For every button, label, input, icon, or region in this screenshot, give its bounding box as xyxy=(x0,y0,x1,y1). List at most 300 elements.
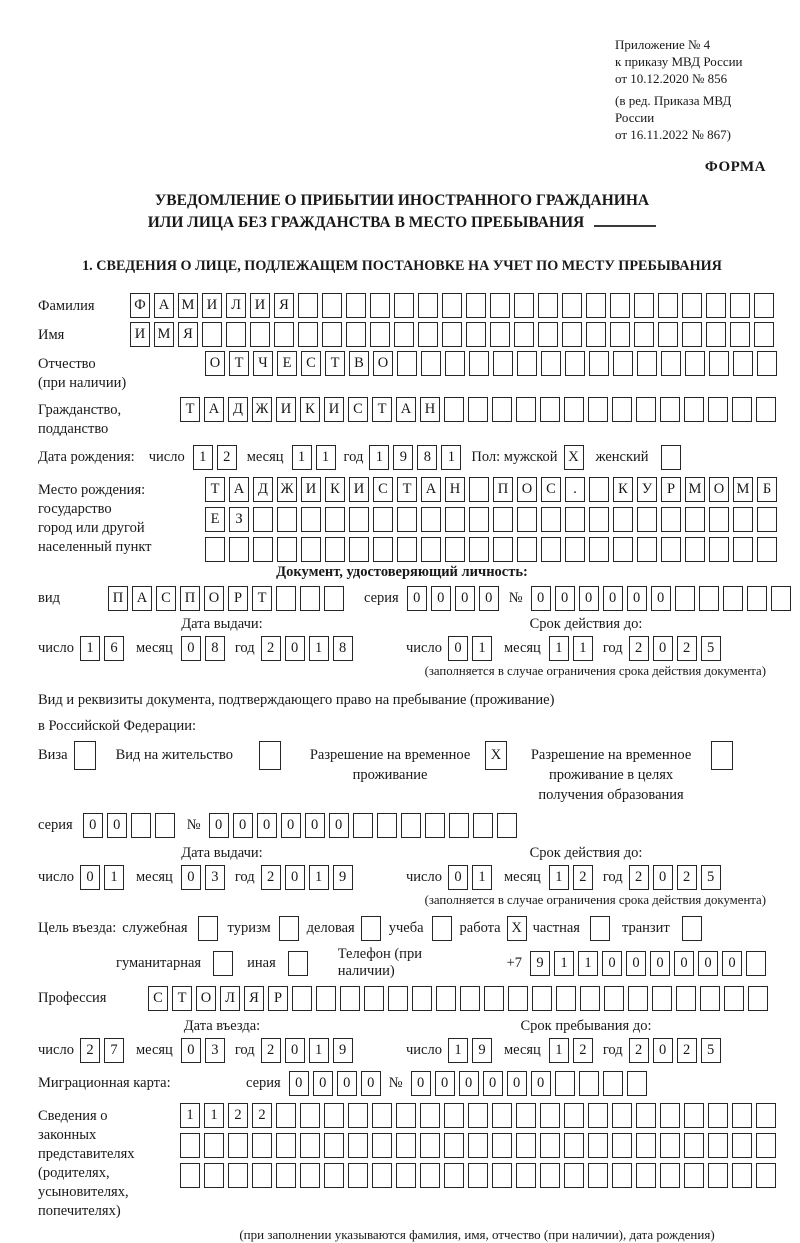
form-cell[interactable]: Ф xyxy=(130,293,150,318)
form-cell[interactable] xyxy=(564,1163,584,1188)
form-cell[interactable] xyxy=(756,397,776,422)
form-cell[interactable] xyxy=(466,293,486,318)
form-cell[interactable] xyxy=(636,1133,656,1158)
form-cell[interactable]: 0 xyxy=(329,813,349,838)
form-cell[interactable]: 0 xyxy=(233,813,253,838)
form-cell[interactable] xyxy=(277,507,297,532)
form-cell[interactable]: 9 xyxy=(333,865,353,890)
form-cell[interactable]: Ч xyxy=(253,351,273,376)
form-cell[interactable]: О xyxy=(709,477,729,502)
form-cell[interactable]: 0 xyxy=(479,586,499,611)
form-cell[interactable]: 0 xyxy=(579,586,599,611)
form-cell[interactable]: 0 xyxy=(653,1038,673,1063)
form-cell[interactable]: 2 xyxy=(573,865,593,890)
form-cell[interactable]: 0 xyxy=(555,586,575,611)
form-cell[interactable]: 0 xyxy=(602,951,622,976)
form-cell[interactable] xyxy=(276,1103,296,1128)
form-cell[interactable]: П xyxy=(108,586,128,611)
form-cell[interactable] xyxy=(771,586,791,611)
form-cell[interactable]: 2 xyxy=(629,865,649,890)
form-cell[interactable] xyxy=(708,397,728,422)
form-cell[interactable] xyxy=(754,322,774,347)
form-cell[interactable] xyxy=(636,1163,656,1188)
form-cell[interactable]: Т xyxy=(229,351,249,376)
form-cell[interactable] xyxy=(555,1071,575,1096)
form-cell[interactable]: К xyxy=(325,477,345,502)
form-cell[interactable]: Р xyxy=(268,986,288,1011)
form-cell[interactable] xyxy=(517,537,537,562)
form-cell[interactable]: 1 xyxy=(309,1038,329,1063)
form-cell[interactable] xyxy=(660,1163,680,1188)
form-cell[interactable] xyxy=(372,1133,392,1158)
form-cell[interactable]: М xyxy=(178,293,198,318)
form-cell[interactable]: Ж xyxy=(277,477,297,502)
form-cell[interactable] xyxy=(748,986,768,1011)
form-cell[interactable]: Т xyxy=(180,397,200,422)
form-cell[interactable] xyxy=(685,537,705,562)
form-cell[interactable]: 1 xyxy=(549,1038,569,1063)
form-cell[interactable]: 0 xyxy=(431,586,451,611)
form-cell[interactable] xyxy=(514,322,534,347)
form-cell[interactable] xyxy=(460,986,480,1011)
form-cell[interactable] xyxy=(445,351,465,376)
form-cell[interactable] xyxy=(421,507,441,532)
form-cell[interactable] xyxy=(490,293,510,318)
form-cell[interactable] xyxy=(418,322,438,347)
form-cell[interactable] xyxy=(588,1133,608,1158)
form-cell[interactable] xyxy=(205,537,225,562)
form-cell[interactable] xyxy=(250,322,270,347)
form-cell[interactable] xyxy=(322,322,342,347)
form-cell[interactable]: С xyxy=(156,586,176,611)
form-cell[interactable]: 0 xyxy=(289,1071,309,1096)
form-cell[interactable]: Т xyxy=(372,397,392,422)
form-cell[interactable] xyxy=(637,351,657,376)
form-cell[interactable] xyxy=(421,537,441,562)
form-cell[interactable] xyxy=(300,586,320,611)
form-cell[interactable]: А xyxy=(204,397,224,422)
form-cell[interactable] xyxy=(252,1163,272,1188)
form-cell[interactable]: 0 xyxy=(448,865,468,890)
form-cell[interactable] xyxy=(637,507,657,532)
form-cell[interactable]: 1 xyxy=(104,865,124,890)
form-cell[interactable] xyxy=(436,986,456,1011)
form-cell[interactable] xyxy=(706,322,726,347)
form-cell[interactable] xyxy=(492,1103,512,1128)
form-cell[interactable] xyxy=(300,1133,320,1158)
form-cell[interactable] xyxy=(709,537,729,562)
form-cell[interactable]: Н xyxy=(445,477,465,502)
form-cell[interactable] xyxy=(349,537,369,562)
form-cell[interactable] xyxy=(420,1163,440,1188)
form-cell[interactable] xyxy=(346,293,366,318)
form-cell[interactable]: 0 xyxy=(181,865,201,890)
form-cell[interactable] xyxy=(532,986,552,1011)
form-cell[interactable]: 0 xyxy=(285,865,305,890)
form-cell[interactable]: 5 xyxy=(701,1038,721,1063)
form-cell[interactable] xyxy=(516,1163,536,1188)
form-cell[interactable] xyxy=(449,813,469,838)
form-cell[interactable]: Т xyxy=(205,477,225,502)
form-cell[interactable] xyxy=(589,351,609,376)
form-cell[interactable] xyxy=(276,1133,296,1158)
form-cell[interactable]: Т xyxy=(172,986,192,1011)
form-cell[interactable]: П xyxy=(180,586,200,611)
form-cell[interactable] xyxy=(316,986,336,1011)
form-cell[interactable]: Р xyxy=(661,477,681,502)
form-cell[interactable] xyxy=(562,322,582,347)
form-cell[interactable]: 1 xyxy=(204,1103,224,1128)
form-cell[interactable]: Л xyxy=(226,293,246,318)
form-cell[interactable] xyxy=(445,507,465,532)
form-cell[interactable]: Т xyxy=(325,351,345,376)
form-cell[interactable]: 1 xyxy=(549,636,569,661)
form-cell[interactable] xyxy=(445,537,465,562)
form-cell[interactable] xyxy=(361,916,381,941)
form-cell[interactable]: П xyxy=(493,477,513,502)
form-cell[interactable]: 1 xyxy=(549,865,569,890)
form-cell[interactable] xyxy=(298,322,318,347)
form-cell[interactable] xyxy=(746,951,766,976)
form-cell[interactable] xyxy=(652,986,672,1011)
form-cell[interactable] xyxy=(493,351,513,376)
form-cell[interactable] xyxy=(442,293,462,318)
form-cell[interactable] xyxy=(699,586,719,611)
form-cell[interactable] xyxy=(757,507,777,532)
form-cell[interactable] xyxy=(700,986,720,1011)
form-cell[interactable] xyxy=(202,322,222,347)
form-cell[interactable]: 7 xyxy=(104,1038,124,1063)
form-cell[interactable] xyxy=(388,986,408,1011)
form-cell[interactable]: С xyxy=(348,397,368,422)
form-cell[interactable]: 0 xyxy=(407,586,427,611)
form-cell[interactable]: Е xyxy=(205,507,225,532)
form-cell[interactable]: М xyxy=(733,477,753,502)
form-cell[interactable] xyxy=(754,293,774,318)
form-cell[interactable] xyxy=(660,1103,680,1128)
form-cell[interactable] xyxy=(276,1163,296,1188)
form-cell[interactable]: С xyxy=(148,986,168,1011)
form-cell[interactable] xyxy=(634,322,654,347)
form-cell[interactable] xyxy=(540,397,560,422)
form-cell[interactable] xyxy=(589,477,609,502)
form-cell[interactable] xyxy=(493,507,513,532)
form-cell[interactable] xyxy=(565,507,585,532)
form-cell[interactable] xyxy=(612,1133,632,1158)
form-cell[interactable] xyxy=(364,986,384,1011)
form-cell[interactable] xyxy=(279,916,299,941)
form-cell[interactable]: И xyxy=(130,322,150,347)
form-cell[interactable] xyxy=(253,507,273,532)
form-cell[interactable] xyxy=(747,586,767,611)
form-cell[interactable] xyxy=(634,293,654,318)
form-cell[interactable] xyxy=(412,986,432,1011)
form-cell[interactable] xyxy=(444,397,464,422)
form-cell[interactable]: Я xyxy=(274,293,294,318)
form-cell[interactable]: Е xyxy=(277,351,297,376)
form-cell[interactable]: 2 xyxy=(677,1038,697,1063)
form-cell[interactable] xyxy=(732,1103,752,1128)
form-cell[interactable] xyxy=(684,1103,704,1128)
form-cell[interactable]: К xyxy=(300,397,320,422)
form-cell[interactable]: 9 xyxy=(472,1038,492,1063)
form-cell[interactable] xyxy=(252,1133,272,1158)
form-cell[interactable]: 1 xyxy=(441,445,461,470)
form-cell[interactable] xyxy=(492,397,512,422)
form-cell[interactable]: О xyxy=(517,477,537,502)
form-cell[interactable] xyxy=(733,537,753,562)
form-cell[interactable]: С xyxy=(301,351,321,376)
form-cell[interactable]: 1 xyxy=(316,445,336,470)
form-cell[interactable]: Р xyxy=(228,586,248,611)
form-cell[interactable]: 3 xyxy=(205,1038,225,1063)
form-cell[interactable] xyxy=(603,1071,623,1096)
form-cell[interactable]: А xyxy=(154,293,174,318)
form-cell[interactable]: Т xyxy=(252,586,272,611)
form-cell[interactable] xyxy=(324,1163,344,1188)
form-cell[interactable] xyxy=(324,586,344,611)
form-cell[interactable] xyxy=(397,537,417,562)
form-cell[interactable] xyxy=(708,1163,728,1188)
form-cell[interactable] xyxy=(180,1133,200,1158)
form-cell[interactable]: С xyxy=(373,477,393,502)
form-cell[interactable] xyxy=(516,397,536,422)
form-cell[interactable] xyxy=(565,537,585,562)
form-cell[interactable] xyxy=(444,1163,464,1188)
form-cell[interactable] xyxy=(508,986,528,1011)
form-cell[interactable]: X xyxy=(485,741,507,770)
form-cell[interactable]: О xyxy=(204,586,224,611)
form-cell[interactable] xyxy=(661,351,681,376)
form-cell[interactable] xyxy=(469,537,489,562)
form-cell[interactable] xyxy=(370,322,390,347)
form-cell[interactable] xyxy=(324,1133,344,1158)
form-cell[interactable] xyxy=(589,507,609,532)
form-cell[interactable]: 0 xyxy=(83,813,103,838)
form-cell[interactable] xyxy=(373,537,393,562)
form-cell[interactable]: 2 xyxy=(228,1103,248,1128)
form-cell[interactable] xyxy=(610,322,630,347)
form-cell[interactable] xyxy=(468,1163,488,1188)
form-cell[interactable]: 0 xyxy=(209,813,229,838)
form-cell[interactable] xyxy=(732,1163,752,1188)
form-cell[interactable]: 0 xyxy=(650,951,670,976)
form-cell[interactable] xyxy=(397,351,417,376)
form-cell[interactable]: 0 xyxy=(651,586,671,611)
form-cell[interactable] xyxy=(492,1133,512,1158)
form-cell[interactable] xyxy=(397,507,417,532)
form-cell[interactable] xyxy=(516,1133,536,1158)
form-cell[interactable]: З xyxy=(229,507,249,532)
form-cell[interactable] xyxy=(394,293,414,318)
form-cell[interactable] xyxy=(514,293,534,318)
form-cell[interactable] xyxy=(757,537,777,562)
form-cell[interactable]: 0 xyxy=(107,813,127,838)
form-cell[interactable]: 2 xyxy=(252,1103,272,1128)
form-cell[interactable] xyxy=(541,507,561,532)
form-cell[interactable] xyxy=(418,293,438,318)
form-cell[interactable]: 9 xyxy=(393,445,413,470)
form-cell[interactable] xyxy=(756,1163,776,1188)
form-cell[interactable] xyxy=(586,293,606,318)
form-cell[interactable]: 1 xyxy=(369,445,389,470)
form-cell[interactable] xyxy=(564,1133,584,1158)
form-cell[interactable]: 9 xyxy=(530,951,550,976)
form-cell[interactable]: 0 xyxy=(627,586,647,611)
form-cell[interactable]: Д xyxy=(253,477,273,502)
form-cell[interactable] xyxy=(586,322,606,347)
form-cell[interactable] xyxy=(613,351,633,376)
form-cell[interactable] xyxy=(660,397,680,422)
form-cell[interactable]: 0 xyxy=(337,1071,357,1096)
form-cell[interactable] xyxy=(353,813,373,838)
form-cell[interactable] xyxy=(613,507,633,532)
form-cell[interactable] xyxy=(468,397,488,422)
form-cell[interactable]: И xyxy=(250,293,270,318)
form-cell[interactable] xyxy=(589,537,609,562)
form-cell[interactable]: И xyxy=(324,397,344,422)
form-cell[interactable] xyxy=(588,397,608,422)
form-cell[interactable] xyxy=(288,951,308,976)
form-cell[interactable] xyxy=(432,916,452,941)
form-cell[interactable] xyxy=(468,1133,488,1158)
form-cell[interactable] xyxy=(564,397,584,422)
form-cell[interactable] xyxy=(709,351,729,376)
form-cell[interactable] xyxy=(565,351,585,376)
form-cell[interactable]: 1 xyxy=(193,445,213,470)
form-cell[interactable]: И xyxy=(202,293,222,318)
form-cell[interactable] xyxy=(373,507,393,532)
form-cell[interactable]: Т xyxy=(397,477,417,502)
form-cell[interactable] xyxy=(661,445,681,470)
form-cell[interactable]: 2 xyxy=(629,636,649,661)
form-cell[interactable] xyxy=(732,1133,752,1158)
form-cell[interactable]: 0 xyxy=(181,1038,201,1063)
form-cell[interactable] xyxy=(228,1163,248,1188)
form-cell[interactable] xyxy=(580,986,600,1011)
form-cell[interactable]: В xyxy=(349,351,369,376)
form-cell[interactable] xyxy=(348,1133,368,1158)
form-cell[interactable] xyxy=(538,322,558,347)
form-cell[interactable]: Я xyxy=(178,322,198,347)
form-cell[interactable] xyxy=(396,1163,416,1188)
form-cell[interactable] xyxy=(708,1133,728,1158)
form-cell[interactable]: 0 xyxy=(653,636,673,661)
form-cell[interactable] xyxy=(556,986,576,1011)
form-cell[interactable] xyxy=(675,586,695,611)
form-cell[interactable]: 0 xyxy=(455,586,475,611)
form-cell[interactable]: 1 xyxy=(472,865,492,890)
form-cell[interactable]: 0 xyxy=(361,1071,381,1096)
form-cell[interactable]: 0 xyxy=(435,1071,455,1096)
form-cell[interactable] xyxy=(708,1103,728,1128)
form-cell[interactable] xyxy=(372,1103,392,1128)
form-cell[interactable]: Н xyxy=(420,397,440,422)
form-cell[interactable] xyxy=(348,1103,368,1128)
form-cell[interactable] xyxy=(228,1133,248,1158)
form-cell[interactable]: 1 xyxy=(309,865,329,890)
form-cell[interactable]: 0 xyxy=(448,636,468,661)
form-cell[interactable] xyxy=(684,397,704,422)
form-cell[interactable] xyxy=(325,537,345,562)
form-cell[interactable]: 2 xyxy=(261,636,281,661)
form-cell[interactable]: 0 xyxy=(531,586,551,611)
form-cell[interactable] xyxy=(661,537,681,562)
form-cell[interactable]: 2 xyxy=(217,445,237,470)
form-cell[interactable] xyxy=(396,1103,416,1128)
form-cell[interactable] xyxy=(226,322,246,347)
form-cell[interactable] xyxy=(131,813,151,838)
form-cell[interactable] xyxy=(493,537,513,562)
form-cell[interactable]: 1 xyxy=(573,636,593,661)
form-cell[interactable] xyxy=(301,507,321,532)
form-cell[interactable] xyxy=(661,507,681,532)
form-cell[interactable]: А xyxy=(421,477,441,502)
form-cell[interactable] xyxy=(469,507,489,532)
form-cell[interactable] xyxy=(348,1163,368,1188)
form-cell[interactable] xyxy=(490,322,510,347)
form-cell[interactable] xyxy=(484,986,504,1011)
form-cell[interactable]: 2 xyxy=(677,636,697,661)
form-cell[interactable] xyxy=(637,537,657,562)
form-cell[interactable]: 0 xyxy=(603,586,623,611)
form-cell[interactable]: 0 xyxy=(181,636,201,661)
form-cell[interactable] xyxy=(517,351,537,376)
form-cell[interactable] xyxy=(253,537,273,562)
form-cell[interactable] xyxy=(469,477,489,502)
form-cell[interactable] xyxy=(469,351,489,376)
form-cell[interactable]: 0 xyxy=(285,1038,305,1063)
form-cell[interactable] xyxy=(684,1133,704,1158)
form-cell[interactable] xyxy=(613,537,633,562)
form-cell[interactable]: Л xyxy=(220,986,240,1011)
form-cell[interactable] xyxy=(468,1103,488,1128)
form-cell[interactable]: С xyxy=(541,477,561,502)
form-cell[interactable]: О xyxy=(196,986,216,1011)
form-cell[interactable] xyxy=(180,1163,200,1188)
form-cell[interactable]: 9 xyxy=(333,1038,353,1063)
form-cell[interactable]: 0 xyxy=(674,951,694,976)
form-cell[interactable]: Д xyxy=(228,397,248,422)
form-cell[interactable] xyxy=(588,1103,608,1128)
form-cell[interactable] xyxy=(541,351,561,376)
form-cell[interactable] xyxy=(682,322,702,347)
form-cell[interactable] xyxy=(300,1103,320,1128)
form-cell[interactable] xyxy=(277,537,297,562)
form-cell[interactable]: 2 xyxy=(261,865,281,890)
form-cell[interactable] xyxy=(682,916,702,941)
form-cell[interactable]: 3 xyxy=(205,865,225,890)
form-cell[interactable]: 1 xyxy=(448,1038,468,1063)
form-cell[interactable] xyxy=(706,293,726,318)
form-cell[interactable] xyxy=(685,351,705,376)
form-cell[interactable] xyxy=(709,507,729,532)
form-cell[interactable]: 0 xyxy=(285,636,305,661)
form-cell[interactable] xyxy=(444,1133,464,1158)
form-cell[interactable] xyxy=(610,293,630,318)
form-cell[interactable] xyxy=(730,322,750,347)
form-cell[interactable] xyxy=(541,537,561,562)
form-cell[interactable] xyxy=(540,1133,560,1158)
form-cell[interactable]: И xyxy=(349,477,369,502)
form-cell[interactable]: О xyxy=(205,351,225,376)
form-cell[interactable] xyxy=(612,1163,632,1188)
form-cell[interactable]: А xyxy=(229,477,249,502)
form-cell[interactable]: 0 xyxy=(507,1071,527,1096)
form-cell[interactable]: 1 xyxy=(180,1103,200,1128)
form-cell[interactable]: 6 xyxy=(104,636,124,661)
form-cell[interactable]: К xyxy=(613,477,633,502)
